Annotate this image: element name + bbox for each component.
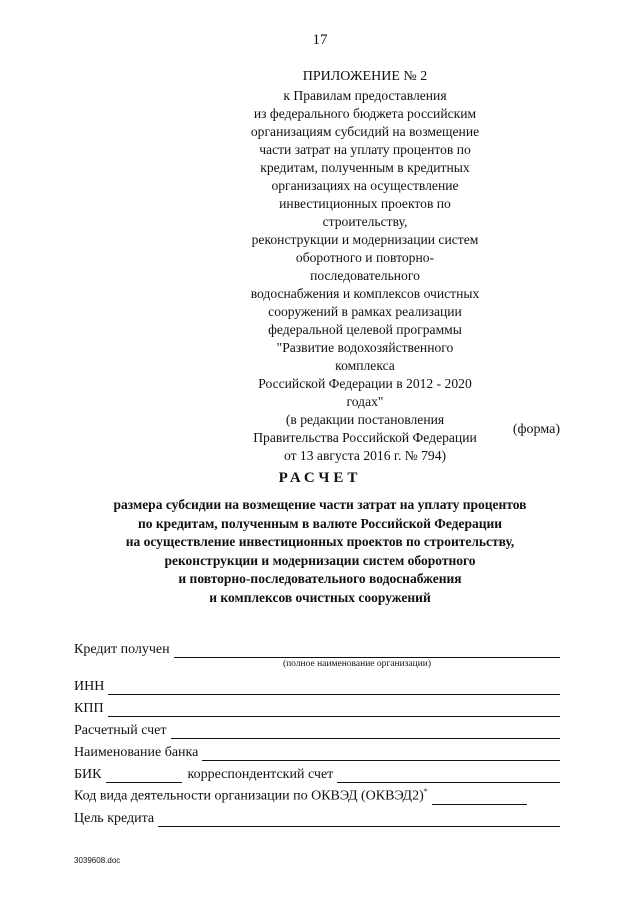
appendix-line: кредитам, полученным в кредитных — [260, 160, 470, 175]
okved-label-text: Код вида деятельности организации по ОКВЭД (ОКВЭД2) — [74, 789, 424, 804]
bank-row — [74, 739, 560, 761]
form-mark: (форма) — [512, 422, 560, 437]
appendix-line: реконструкции и модернизации систем — [251, 232, 479, 247]
appendix-line: оборотного и повторно-последовательного — [295, 250, 435, 283]
kpp-field[interactable] — [108, 704, 560, 717]
appendix-line: инвестиционных проектов по строительству, — [279, 196, 451, 229]
page-number: 17 — [312, 32, 328, 48]
bik-field[interactable] — [106, 770, 182, 783]
account-field[interactable] — [171, 726, 560, 739]
corr-account-label: корреспондентский счет — [187, 767, 334, 782]
account-label: Расчетный счет — [74, 723, 167, 738]
kpp-label: КПП — [74, 701, 104, 716]
okved-field[interactable] — [432, 792, 527, 805]
appendix-line: к Правилам предоставления — [283, 88, 447, 103]
inn-row — [74, 673, 560, 695]
appendix-line: организациям субсидий на возмещение — [250, 124, 480, 139]
appendix-line: Правительства Российской Федерации — [253, 430, 477, 445]
appendix-line: водоснабжения и комплексов очистных — [250, 286, 480, 301]
calculation-subtitle — [70, 496, 570, 607]
subtitle-line: и повторно-последовательного водоснабжения — [178, 571, 462, 586]
appendix-heading: ПРИЛОЖЕНИЕ № 2 — [302, 69, 428, 84]
okved-label — [74, 787, 428, 805]
bik-label: БИК — [74, 767, 102, 782]
subtitle-line: реконструкции и модернизации систем оборотного — [164, 552, 476, 568]
appendix-line: сооружений в рамках реализации — [268, 304, 462, 319]
calculation-title: РАСЧЕТ — [278, 470, 362, 486]
subtitle-line: по кредитам, полученным в валюте Российской Федерации — [137, 515, 503, 531]
inn-label: ИНН — [74, 679, 105, 694]
credit-row — [74, 636, 560, 658]
credit-hint: (полное наименование организации) — [282, 659, 432, 669]
form-fields — [74, 636, 560, 827]
purpose-field[interactable] — [158, 814, 560, 827]
inn-field[interactable] — [108, 682, 560, 695]
kpp-row — [74, 695, 560, 717]
bank-field[interactable] — [202, 748, 560, 761]
corr-account-field[interactable] — [337, 770, 560, 783]
okved-footnote-mark: * — [423, 787, 428, 797]
appendix-line: из федерального бюджета российским — [253, 106, 477, 121]
document-code: 3039608.doc — [74, 856, 121, 865]
subtitle-line: и комплексов очистных сооружений — [209, 589, 431, 605]
subtitle-line: размера субсидии на возмещение части затрат на уплату процентов — [113, 497, 527, 512]
appendix-line: части затрат на уплату процентов по — [259, 142, 471, 157]
credit-label: Кредит получен — [74, 642, 170, 657]
appendix-line: федеральной целевой программы — [268, 322, 462, 337]
bik-row — [74, 761, 560, 783]
appendix-line: "Развитие водохозяйственного комплекса — [276, 340, 454, 373]
appendix-line: от 13 августа 2016 г. № 794) — [283, 448, 447, 463]
okved-row — [74, 783, 560, 805]
account-row — [74, 717, 560, 739]
purpose-row — [74, 805, 560, 827]
credit-field[interactable] — [174, 645, 560, 658]
bank-label: Наименование банка — [74, 745, 199, 760]
appendix-line: организациях на осуществление — [271, 178, 459, 193]
appendix-line: (в редакции постановления — [285, 412, 445, 427]
purpose-label: Цель кредита — [74, 811, 155, 826]
appendix-line: Российской Федерации в 2012 - 2020 годах" — [258, 376, 472, 409]
appendix-block — [250, 68, 480, 465]
subtitle-line: на осуществление инвестиционных проектов по строительству, — [125, 534, 515, 549]
